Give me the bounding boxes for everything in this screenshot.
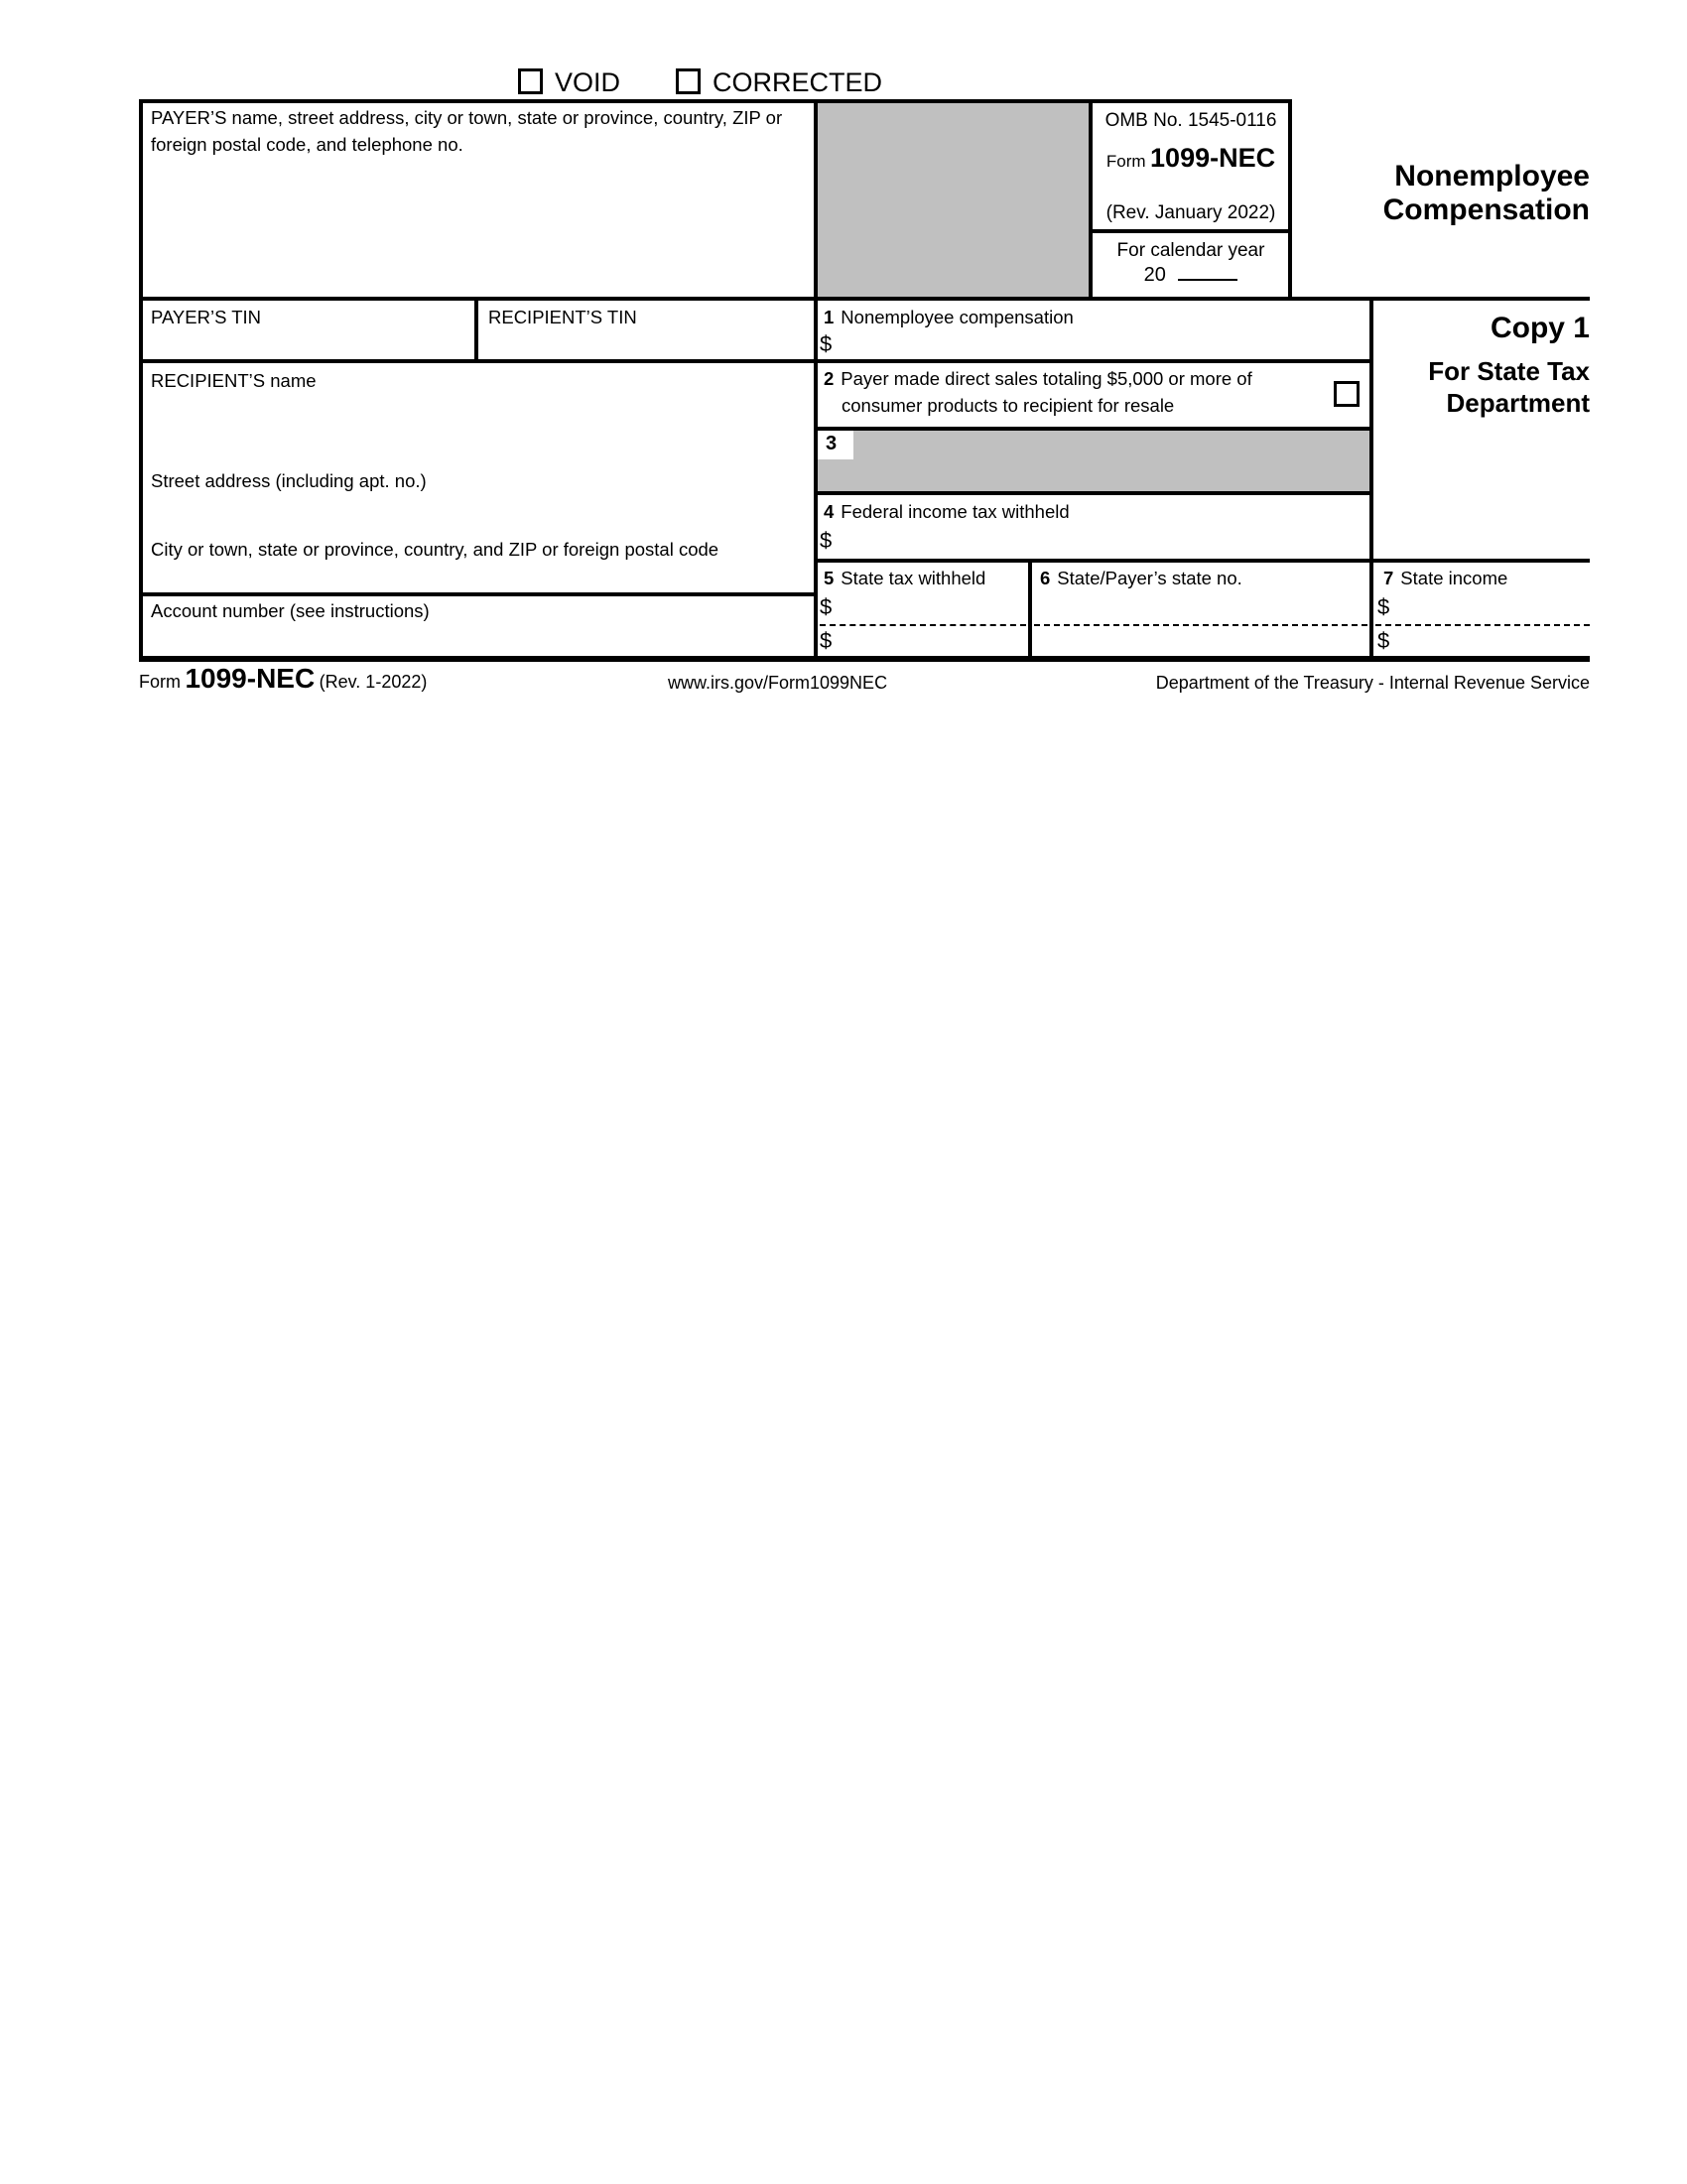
recipient-tin-label: RECIPIENT’S TIN: [488, 307, 637, 327]
box5-number: 5: [824, 568, 835, 588]
border-account-top: [139, 592, 818, 596]
box5-amount-field-top[interactable]: [845, 594, 1024, 620]
box2-label-part1: Payer made direct sales totaling $5,000 or more of: [841, 368, 1252, 389]
copy-for-line1: For State Tax: [1428, 356, 1590, 386]
city-state-zip-label: City or town, state or province, country, and ZIP or foreign postal code: [151, 539, 719, 560]
corrected-checkbox[interactable]: [676, 68, 701, 94]
border-center-column: [814, 99, 818, 656]
payer-tin-field[interactable]: [151, 329, 468, 357]
border-tin-row-bottom: [139, 359, 1373, 363]
box7-amount-field-bottom[interactable]: [1403, 628, 1582, 654]
box7-currency-bottom: $: [1377, 628, 1390, 653]
box5-amount-field-bottom[interactable]: [845, 628, 1024, 654]
omb-form-line: [1094, 143, 1288, 174]
box1-currency-symbol: $: [820, 331, 833, 356]
city-state-zip-field[interactable]: [151, 562, 806, 589]
box1-label-line: [824, 305, 1074, 331]
border-top: [139, 99, 1292, 103]
box5-label: State tax withheld: [841, 568, 986, 588]
copy-number: Copy 1: [1490, 312, 1590, 344]
street-address-label: Street address (including apt. no.): [151, 470, 427, 491]
border-tin-divider: [474, 297, 478, 363]
border-box2-bottom: [814, 427, 1373, 431]
omb-number: OMB No. 1545-0116: [1104, 110, 1277, 131]
box7-dashed-line: [1375, 624, 1590, 626]
footer-revision: (Rev. 1-2022): [319, 672, 428, 692]
footer-department: Department of the Treasury - Internal Revenue Service: [1155, 673, 1590, 693]
omb-form-word: Form: [1105, 152, 1146, 171]
payer-info-field[interactable]: [151, 164, 806, 288]
box7-label: State income: [1400, 568, 1508, 588]
box1-number: 1: [824, 307, 835, 327]
border-shaded-omb-divider: [1089, 99, 1093, 301]
form-title-line2: Compensation: [1382, 193, 1590, 226]
box6-state-no-field-top[interactable]: [1040, 594, 1363, 620]
box5-label-line: [824, 566, 985, 592]
form-title: [1290, 160, 1590, 226]
box6-number: 6: [1040, 568, 1051, 588]
border-copy-column: [1369, 297, 1373, 658]
border-omb-divider: [1089, 229, 1292, 233]
corrected-label: CORRECTED: [713, 67, 883, 97]
box6-label-line: [1040, 566, 1242, 592]
box6-dashed-line: [1034, 624, 1367, 626]
void-checkbox[interactable]: [518, 68, 543, 94]
box4-currency-symbol: $: [820, 528, 833, 553]
box3-shaded-area: [818, 431, 1369, 491]
box2-checkbox[interactable]: [1334, 381, 1360, 407]
box4-label-line: [824, 499, 1070, 526]
box4-label: Federal income tax withheld: [841, 501, 1070, 522]
box6-state-no-field-bottom[interactable]: [1040, 628, 1363, 654]
box5-currency-bottom: $: [820, 628, 833, 653]
footer-form-word: Form: [139, 672, 181, 692]
box5-currency-top: $: [820, 594, 833, 619]
footer-form-number: 1099-NEC: [185, 663, 316, 694]
omb-revision: (Rev. January 2022): [1105, 202, 1276, 223]
payer-tin-label: PAYER’S TIN: [151, 307, 262, 327]
footer-form-id: [139, 663, 427, 695]
box3-number: 3: [826, 433, 838, 454]
recipient-name-label: RECIPIENT’S name: [151, 370, 317, 391]
omb-form-number: 1099-NEC: [1150, 143, 1276, 173]
box4-number: 4: [824, 501, 835, 522]
calendar-year-prefix: 20: [1143, 264, 1166, 286]
border-box3-bottom: [814, 491, 1373, 495]
calendar-year-line: [1094, 261, 1288, 287]
box2-label-line2: consumer products to recipient for resale: [842, 395, 1175, 416]
calendar-year-field[interactable]: [1178, 261, 1237, 281]
box3-number-chip: [818, 431, 853, 459]
calendar-year-label: For calendar year: [1116, 240, 1265, 261]
account-number-label: Account number (see instructions): [151, 600, 430, 621]
box6-label: State/Payer’s state no.: [1057, 568, 1242, 588]
box4-amount-field[interactable]: [845, 528, 1362, 554]
border-box4-bottom: [814, 559, 1590, 563]
box1-amount-field[interactable]: [845, 331, 1362, 357]
box7-label-line: [1383, 566, 1507, 592]
box1-label: Nonemployee compensation: [841, 307, 1074, 327]
border-box5-box6-divider: [1028, 559, 1032, 658]
box2-number: 2: [824, 368, 835, 389]
box7-amount-field-top[interactable]: [1403, 594, 1582, 620]
border-left: [139, 99, 143, 662]
box7-number: 7: [1383, 568, 1394, 588]
account-number-field[interactable]: [151, 623, 806, 651]
street-address-field[interactable]: [151, 494, 806, 532]
void-label: VOID: [555, 67, 621, 97]
box2-label-line1: [824, 366, 1252, 393]
payer-info-label: PAYER’S name, street address, city or town, state or province, country, ZIP or foreign postal code, and telephone no.: [151, 107, 783, 155]
copy-designation: [1379, 312, 1590, 419]
recipient-tin-field[interactable]: [488, 329, 806, 357]
shaded-payer-area: [818, 101, 1089, 297]
copy-for-line2: Department: [1446, 388, 1590, 418]
box5-dashed-line: [820, 624, 1026, 626]
form-title-line1: Nonemployee: [1394, 160, 1590, 193]
recipient-name-field[interactable]: [151, 395, 806, 462]
box7-currency-top: $: [1377, 594, 1390, 619]
footer-url: www.irs.gov/Form1099NEC: [668, 673, 888, 693]
